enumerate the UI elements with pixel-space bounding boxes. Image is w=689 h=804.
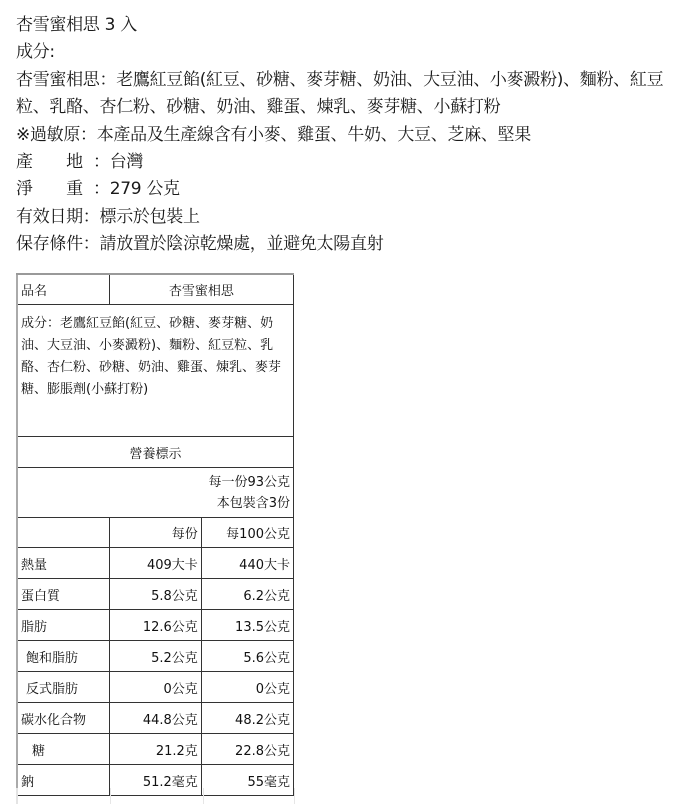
- product-name-label: 品名: [17, 274, 109, 305]
- serving-size: 每一份93公克: [208, 474, 290, 490]
- nutrient-name: 熱量: [17, 548, 109, 579]
- ingredients-text: 杏雪蜜相思：老鷹紅豆餡(紅豆、砂糖、麥芽糖、奶油、大豆油、小麥澱粉)、麵粉、紅豆粒、乳酪、杏仁粉、砂糖、奶油、雞蛋、煉乳、麥芽糖、小蘇打粉: [16, 69, 664, 118]
- nutrient-name: 鈉: [17, 765, 109, 796]
- product-name-row: [17, 274, 294, 305]
- column-header-per-100g: 每100公克: [201, 518, 293, 548]
- origin-line: [16, 149, 684, 176]
- allergen-info: ※過敏原：本產品及生產線含有小麥、雞蛋、牛奶、大豆、芝麻、堅果: [16, 124, 531, 145]
- per-serving-value: 44.8公克: [109, 703, 201, 734]
- gridline: [203, 788, 204, 804]
- column-header-nutrient: [17, 518, 109, 548]
- table-row: [17, 672, 294, 703]
- per-100g-value: 48.2公克: [201, 703, 293, 734]
- per-100g-value: 440大卡: [201, 548, 293, 579]
- table-ingredients: 成分：老鷹紅豆餡(紅豆、砂糖、麥芽糖、奶油、大豆油、小麥澱粉)、麵粉、紅豆粒、乳酪、杏仁粉、砂糖、奶油、雞蛋、煉乳、麥芽糖、膨脹劑(小蘇打粉): [17, 305, 294, 437]
- ingredients-row: [17, 305, 294, 437]
- product-title: 杏雪蜜相思 3 入: [16, 15, 137, 35]
- table-row: [17, 703, 294, 734]
- origin-value: 台灣: [109, 152, 144, 173]
- expiry-info: 有效日期：標示於包裝上: [16, 206, 200, 227]
- table-row: [17, 734, 294, 765]
- weight-value: 279 公克: [109, 179, 180, 200]
- storage-info: 保存條件：請放置於陰涼乾燥處，並避免太陽直射: [16, 234, 384, 255]
- per-serving-value: 51.2毫克: [109, 765, 201, 796]
- per-100g-value: 55毫克: [201, 765, 293, 796]
- per-serving-value: 0公克: [109, 672, 201, 703]
- table-row: [17, 610, 294, 641]
- origin-sep: ：: [93, 152, 110, 173]
- nutrition-table-container: [16, 273, 294, 796]
- gridline: [294, 788, 295, 804]
- table-row: [17, 548, 294, 579]
- nutrient-name: 糖: [17, 734, 109, 765]
- nutrient-name: 脂肪: [17, 610, 109, 641]
- gridline: [110, 788, 111, 804]
- nutrient-name: 反式脂肪: [17, 672, 109, 703]
- column-header-row: [17, 518, 294, 548]
- per-100g-value: 0公克: [201, 672, 293, 703]
- weight-sep: ：: [93, 179, 110, 200]
- per-100g-value: 22.8公克: [201, 734, 293, 765]
- per-serving-value: 5.2公克: [109, 641, 201, 672]
- nutrient-name: 蛋白質: [17, 579, 109, 610]
- per-serving-value: 21.2克: [109, 734, 201, 765]
- per-serving-value: 5.8公克: [109, 579, 201, 610]
- servings-per-pack: 本包裝含3份: [216, 495, 290, 511]
- product-info: [16, 12, 684, 259]
- nutrition-title: 營養標示: [17, 437, 294, 468]
- nutrient-name: 飽和脂肪: [17, 641, 109, 672]
- per-100g-value: 13.5公克: [201, 610, 293, 641]
- per-serving-value: 12.6公克: [109, 610, 201, 641]
- per-100g-value: 5.6公克: [201, 641, 293, 672]
- nutrition-title-row: [17, 437, 294, 468]
- weight-label: 淨 重: [16, 179, 83, 200]
- faint-gridlines: [16, 788, 296, 804]
- table-row: [17, 641, 294, 672]
- product-name-value: 杏雪蜜相思: [109, 274, 293, 305]
- table-row: [17, 579, 294, 610]
- column-header-per-serving: 每份: [109, 518, 201, 548]
- per-100g-value: 6.2公克: [201, 579, 293, 610]
- per-serving-value: 409大卡: [109, 548, 201, 579]
- origin-label: 產 地: [16, 152, 83, 173]
- nutrient-name: 碳水化合物: [17, 703, 109, 734]
- ingredients-label: 成分:: [16, 42, 55, 63]
- weight-line: [16, 176, 684, 203]
- serving-info: [17, 468, 294, 518]
- serving-info-row: [17, 468, 294, 518]
- nutrition-table: [16, 273, 294, 796]
